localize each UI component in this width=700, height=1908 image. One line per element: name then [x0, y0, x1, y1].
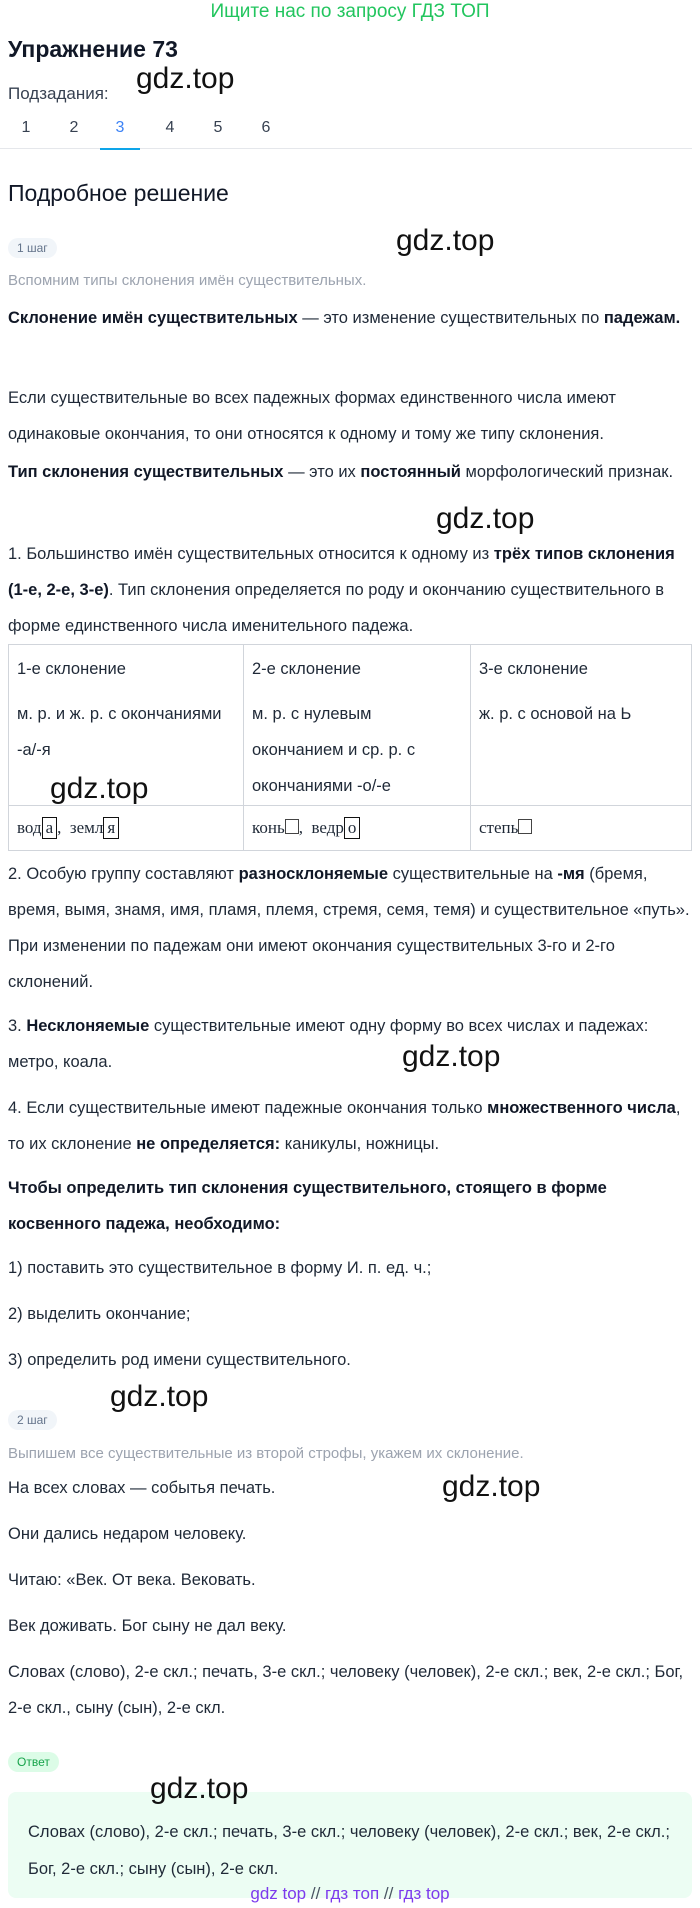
poem-line: Читаю: «Век. От века. Вековать. — [8, 1571, 256, 1589]
section-title: Подробное решение — [8, 180, 229, 206]
paragraph-indeclinable: 3. Несклоняемые существительные имеют одну форму во всех числах и падежах: метро, коала. — [8, 1017, 649, 1071]
watermark: gdz.top — [136, 62, 235, 95]
watermark: gdz.top — [436, 502, 535, 535]
watermark: gdz.top — [402, 1040, 501, 1073]
tab-1[interactable]: 1 — [21, 119, 31, 136]
poem-line: Они дались недаром человеку. — [8, 1525, 247, 1543]
tab-4[interactable]: 4 — [165, 119, 175, 136]
tab-5[interactable]: 5 — [213, 119, 223, 136]
tab-3[interactable]: 3 — [100, 116, 140, 150]
zero-ending-box — [518, 819, 532, 834]
watermark: gdz.top — [442, 1470, 541, 1503]
paragraph-heteroclitic: 2. Особую группу составляют разносклоняемые существительные на -мя (бремя, время, вымя, знамя, имя, пламя, племя, стремя, семя, темя) и существительное «путь». При изменении по падежам они имеют окончания существительных 3-го и 2-го склонений. — [8, 865, 690, 991]
decl-1-examples: вод а , земл я — [9, 806, 244, 851]
poem-line: Век доживать. Бог сыну не дал веку. — [8, 1617, 287, 1635]
decl-1-head: 1-е склонение — [17, 660, 126, 678]
answer-text: Словах (слово), 2-е скл.; печать, 3-е скл.; человеку (человек), 2-е скл.; век, 2-е скл.; Бог, 2-е скл.; сыну (сын), 2-е скл. — [28, 1823, 670, 1878]
list-item: 1) поставить это существительное в форму И. п. ед. ч.; — [8, 1259, 432, 1277]
paragraph-same-endings: Если существительные во всех падежных формах единственного числа имеют одинаковые окончания, то они относятся к одному и тому же типу склонения. — [8, 389, 616, 443]
paragraph-declension-type: Тип склонения существительных — это их постоянный морфологический признак. — [8, 463, 674, 481]
tab-6[interactable]: 6 — [261, 119, 271, 136]
list-item: 3) определить род имени существительного. — [8, 1351, 351, 1369]
decl-2-examples: конь , ведр о — [244, 806, 471, 851]
decl-2-desc: м. р. с нулевым окончанием и ср. р. с окончаниями -о/-е — [252, 705, 416, 795]
footer-link-2[interactable]: гдз топ — [325, 1884, 380, 1903]
promo-link[interactable]: Ищите нас по запросу ГДЗ ТОП — [210, 1, 490, 22]
subtask-tabs — [0, 112, 692, 149]
footer-separator: // — [383, 1884, 394, 1903]
poem-line: На всех словах — событья печать. — [8, 1479, 276, 1497]
watermark: gdz.top — [396, 224, 495, 257]
zero-ending-box — [285, 819, 299, 834]
decl-3-examples: степь — [471, 806, 692, 851]
footer-separator: // — [310, 1884, 321, 1903]
tab-2[interactable]: 2 — [69, 119, 79, 136]
paragraph-how-to: Чтобы определить тип склонения существительного, стоящего в форме косвенного падежа, необходимо: — [8, 1179, 607, 1233]
paragraph-three-types: 1. Большинство имён существительных относится к одному из трёх типов склонения (1-е, 2-е, 3-е). Тип склонения определяется по роду и окончанию существительного в форме единственного числа именительного падежа. — [8, 545, 675, 635]
watermark: gdz.top — [110, 1380, 209, 1413]
step-2-result: Словах (слово), 2-е скл.; печать, 3-е скл.; человеку (человек), 2-е скл.; век, 2-е скл.; Бог, 2-е скл., сыну (сын), 2-е скл. — [8, 1663, 684, 1717]
paragraph-definition: Склонение имён существительных — это изменение существительных по падежам. — [8, 309, 681, 327]
table-cell — [244, 645, 471, 806]
decl-1-desc: м. р. и ж. р. с окончаниями -а/-я — [17, 705, 222, 759]
decl-2-head: 2-е склонение — [252, 660, 361, 678]
footer-link-1[interactable]: gdz top — [250, 1884, 307, 1903]
page-title: Упражнение 73 — [8, 36, 178, 62]
footer-links — [0, 1880, 700, 1908]
table-cell — [471, 645, 692, 806]
decl-3-desc: ж. р. с основой на Ь — [479, 705, 632, 723]
step-1-badge: 1 шаг — [8, 238, 57, 258]
step-1-hint: Вспомним типы склонения имён существительных. — [8, 272, 367, 289]
list-item: 2) выделить окончание; — [8, 1305, 191, 1323]
declension-table — [8, 644, 692, 851]
paragraph-plural-only: 4. Если существительные имеют падежные окончания только множественного числа, то их склонение не определяется: каникулы, ножницы. — [8, 1099, 681, 1153]
watermark: gdz.top — [150, 1772, 249, 1805]
answer-badge: Ответ — [8, 1752, 59, 1772]
watermark: gdz.top — [50, 772, 149, 805]
subtasks-label: Подзадания: — [8, 84, 109, 103]
step-2-hint: Выпишем все существительные из второй строфы, укажем их склонение. — [8, 1445, 524, 1462]
decl-3-head: 3-е склонение — [479, 660, 588, 678]
footer-link-3[interactable]: гдз top — [398, 1884, 450, 1903]
step-2-badge: 2 шаг — [8, 1410, 57, 1430]
